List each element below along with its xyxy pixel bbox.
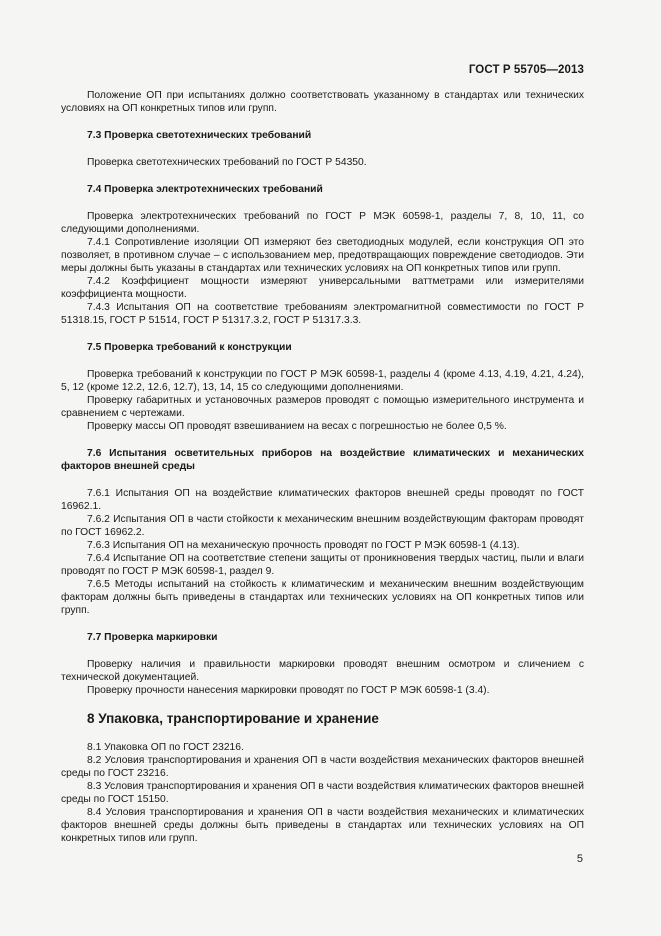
paragraph: 7.6.5 Методы испытаний на стойкость к климатическим и механическим внешним воздействующим факторам должны быть приведены в стандартах или технических условиях на ОП конкретных типов или групп. bbox=[61, 579, 584, 616]
page-content bbox=[61, 89, 584, 845]
paragraph: Проверку массы ОП проводят взвешиванием на весах с погрешностью не более 0,5 %. bbox=[87, 421, 507, 432]
section-heading-7-6: 7.6 Испытания осветительных приборов на воздействие климатических и механических факторов внешней среды bbox=[61, 448, 584, 472]
page-number: 5 bbox=[576, 853, 583, 865]
paragraph: Проверка светотехнических требований по ГОСТ Р 54350. bbox=[87, 157, 367, 168]
paragraph: 7.6.1 Испытания ОП на воздействие климатических факторов внешней среды проводят по ГОСТ 16962.1. bbox=[61, 488, 584, 512]
document-id-header: ГОСТ Р 55705—2013 bbox=[468, 64, 584, 76]
paragraph: 7.4.2 Коэффициент мощности измеряют универсальными ваттметрами или измерителями коэффициента мощности. bbox=[61, 276, 584, 300]
paragraph: 8.2 Условия транспортирования и хранения ОП в части воздействия механических факторов внешней среды по ГОСТ 23216. bbox=[61, 755, 584, 779]
paragraph: Проверка электротехнических требований по ГОСТ Р МЭК 60598-1, разделы 7, 8, 10, 11, со следующими дополнениями. bbox=[61, 211, 584, 235]
section-heading-7-5: 7.5 Проверка требований к конструкции bbox=[87, 342, 292, 353]
paragraph: 7.6.2 Испытания ОП в части стойкости к механическим внешним воздействующим факторам проводят по ГОСТ 16962.2. bbox=[61, 514, 584, 538]
paragraph: 8.3 Условия транспортирования и хранения ОП в части воздействия климатических факторов внешней среды по ГОСТ 15150. bbox=[61, 781, 584, 805]
paragraph: 8.4 Условия транспортирования и хранения ОП в части воздействия механических и климатических факторов внешней среды должны быть приведены в стандартах или технических условиях на ОП конкретных типов или групп. bbox=[61, 807, 584, 844]
section-heading-7-7: 7.7 Проверка маркировки bbox=[87, 632, 218, 643]
section-heading-7-3: 7.3 Проверка светотехнических требований bbox=[87, 130, 312, 141]
chapter-heading-8: 8 Упаковка, транспортирование и хранение bbox=[87, 711, 379, 726]
paragraph: Проверка требований к конструкции по ГОСТ Р МЭК 60598-1, разделы 4 (кроме 4.13, 4.19, 4.21, 4.24), 5, 12 (кроме 12.2, 12.6, 12.7), 13, 14, 15 со следующими дополнениями. bbox=[61, 369, 584, 393]
paragraph: Проверку наличия и правильности маркировки проводят внешним осмотром и сличением с технической документацией. bbox=[61, 659, 584, 683]
paragraph: 7.6.4 Испытание ОП на соответствие степени защиты от проникновения твердых частиц, пыли и влаги проводят по ГОСТ Р МЭК 60598-1, раздел 9. bbox=[61, 553, 584, 577]
paragraph: 8.1 Упаковка ОП по ГОСТ 23216. bbox=[87, 742, 244, 753]
paragraph: Проверку прочности нанесения маркировки проводят по ГОСТ Р МЭК 60598-1 (3.4). bbox=[87, 685, 490, 696]
paragraph: Положение ОП при испытаниях должно соответствовать указанному в стандартах или технических условиях на ОП конкретных типов или групп. bbox=[61, 90, 584, 114]
paragraph: 7.6.3 Испытания ОП на механическую прочность проводят по ГОСТ Р МЭК 60598-1 (4.13). bbox=[87, 540, 520, 551]
section-heading-7-4: 7.4 Проверка электротехнических требований bbox=[87, 184, 323, 195]
paragraph: 7.4.3 Испытания ОП на соответствие требованиям электромагнитной совместимости по ГОСТ Р 51318.15, ГОСТ Р 51514, ГОСТ Р 51317.3.2, ГОСТ Р 51317.3.3. bbox=[61, 302, 584, 326]
paragraph: Проверку габаритных и установочных размеров проводят с помощью измерительного инструмента и сравнением с чертежами. bbox=[61, 395, 584, 419]
paragraph: 7.4.1 Сопротивление изоляции ОП измеряют без светодиодных модулей, если конструкция ОП это позволяет, в противном случае – с использованием мер, предотвращающих повреждение светодиодов. Эти меры должны быть указаны в стандартах или технических условиях на ОП конкретных типов или групп. bbox=[61, 237, 584, 274]
